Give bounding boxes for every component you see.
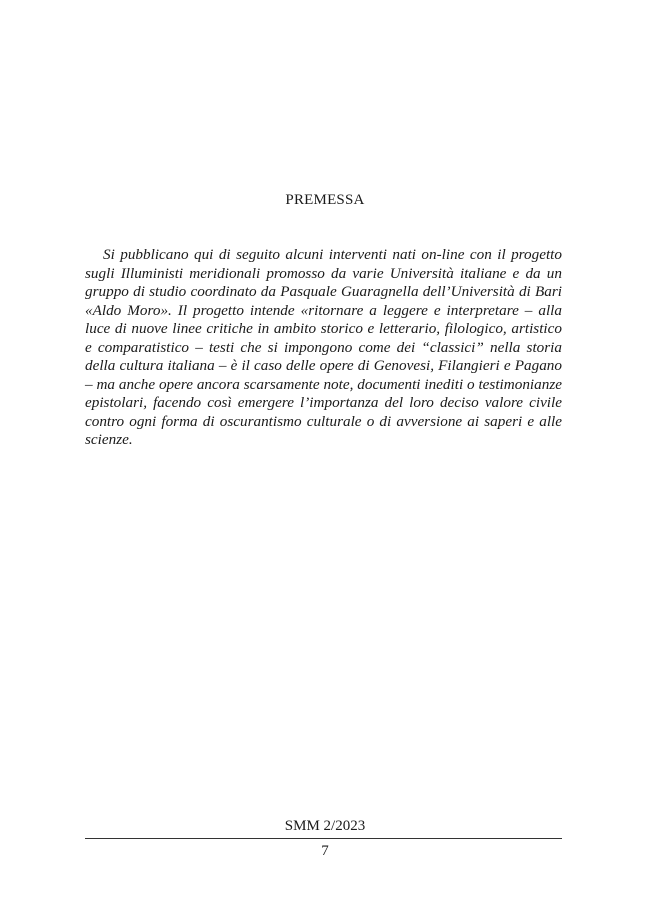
page-title: PREMESSA [285,192,365,208]
premessa-paragraph: Si pubblicano qui di seguito alcuni interventi nati on-line con il progetto sugli Illuministi meridionali promosso da varie Università italiane e da un gruppo di studio coordinato da Pasquale Guaragnella dell’Università di Bari «Aldo Moro». Il progetto intende «ritornare a leggere e interpretare – alla luce di nuove linee critiche in ambito storico e letterario, filologico, artistico e comparatistico – testi che si impongono come dei “classici” nella storia della cultura italiana – è il caso delle opere di Genovesi, Filangieri e Pagano – ma anche opere ancora scarsamente note, documenti inediti o testimonianze epistolari, facendo così emergere l’importanza del loro deciso valore civile contro ogni forma di oscurantismo culturale o di avversione ai saperi e alle scienze. [85,246,562,448]
footer-divider [85,838,562,839]
page-number: 7 [321,843,329,859]
footer-journal-label: SMM 2/2023 [284,818,366,834]
